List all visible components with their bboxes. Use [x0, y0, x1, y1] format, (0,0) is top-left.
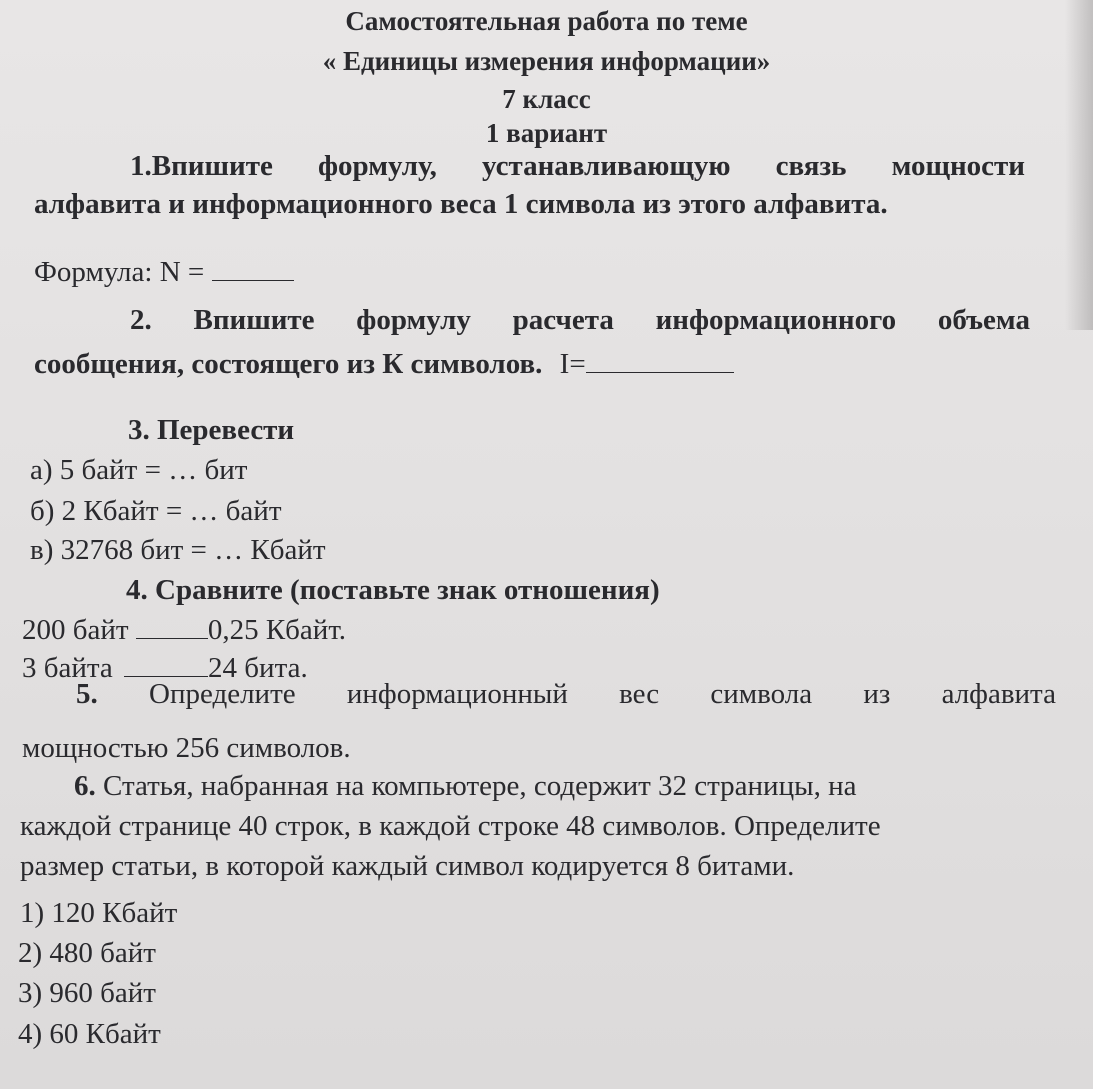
task4-row2-blank — [124, 675, 208, 677]
task6-option-1: 1) 120 Кбайт — [20, 897, 178, 929]
task5-number: 5. — [76, 678, 98, 710]
variant-label: 1 вариант — [485, 118, 608, 148]
task1-word: связь — [775, 150, 847, 182]
task1-formula-line — [34, 256, 294, 289]
task6-line-1-text: Статья, набранная на компьютере, содержит 32 страницы, на — [103, 770, 857, 802]
task1-formula-label: Формула: N = — [34, 256, 205, 288]
task3-item-c: в) 32768 бит = … Кбайт — [30, 534, 326, 566]
task6-option-2: 2) 480 байт — [18, 937, 156, 969]
task1-line-2: алфавита и информационного веса 1 символа из этого алфавита. — [34, 188, 888, 220]
task6-line-2: каждой странице 40 строк, в каждой строке 48 символов. Определите — [20, 810, 881, 842]
task2-line-2-text: сообщения, состоящего из К символов. — [34, 348, 543, 380]
task1-word: 1.Впишите — [130, 150, 273, 182]
task3-item-a: а) 5 байт = … бит — [30, 454, 248, 486]
task2-line-2 — [34, 348, 734, 381]
task1-word: устанавливающую — [481, 150, 731, 182]
task1-line-1 — [130, 150, 1025, 183]
task5-word: из — [863, 678, 891, 710]
task5-word: алфавита — [941, 678, 1056, 710]
task4-row2-right: 24 бита. — [208, 652, 308, 684]
task2-word: объема — [937, 304, 1030, 336]
task4-row1-blank — [136, 637, 208, 639]
task2-word: информационного — [655, 304, 897, 336]
task6-line-3: размер статьи, в которой каждый символ кодируется 8 битами. — [20, 850, 795, 882]
task5-line-2: мощностью 256 символов. — [22, 732, 351, 764]
task5-word: Определите — [149, 678, 296, 710]
task2-word: расчета — [512, 304, 614, 336]
task5-word: вес — [619, 678, 660, 710]
task5-line-1 — [76, 678, 1056, 711]
task1-word: формулу, — [317, 150, 437, 182]
task2-answer-label: I= — [559, 348, 586, 380]
task3-heading: 3. Перевести — [128, 414, 295, 446]
task4-row-1 — [22, 614, 346, 647]
task5-word: информационный — [346, 678, 568, 710]
title-line-2: « Единицы измерения информации» — [322, 46, 771, 76]
task1-answer-blank — [212, 279, 294, 281]
task4-row2-left: 3 байта — [22, 652, 113, 684]
task4-row1-left: 200 байт — [22, 614, 129, 646]
task4-row1-right: 0,25 Кбайт. — [207, 614, 347, 646]
task3-item-b: б) 2 Кбайт = … байт — [30, 495, 282, 527]
title-line-1: Самостоятельная работа по теме — [345, 6, 748, 36]
task1-word: мощности — [891, 150, 1025, 182]
grade-label: 7 класс — [502, 84, 591, 114]
task6-option-3: 3) 960 байт — [18, 977, 156, 1009]
task4-heading: 4. Сравните (поставьте знак отношения) — [126, 574, 660, 606]
task2-word: 2. — [130, 304, 152, 336]
task5-word: символа — [710, 678, 813, 710]
task2-answer-blank — [586, 371, 734, 373]
task2-word: формулу — [356, 304, 471, 336]
task6-number: 6. — [74, 770, 96, 802]
task6-option-4: 4) 60 Кбайт — [18, 1018, 161, 1050]
task6-line-1 — [74, 770, 856, 803]
task2-line-1 — [130, 304, 1030, 337]
task2-word: Впишите — [193, 304, 315, 336]
